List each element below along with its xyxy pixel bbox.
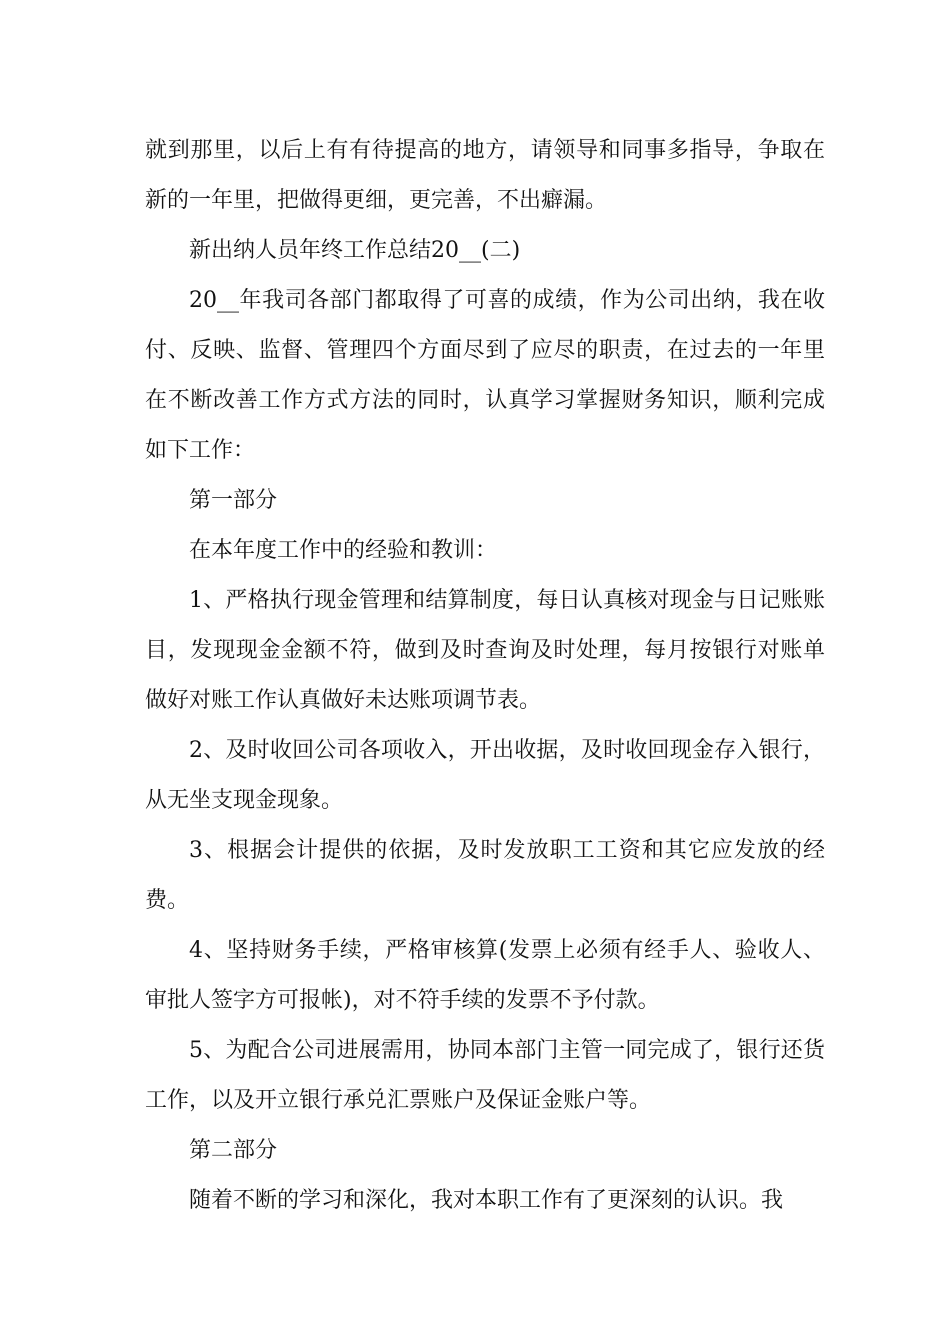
paragraph-experience: 在本年度工作中的经验和教训： — [189, 538, 498, 563]
paragraph-continuation: 就到那里，以后上有有待提高的地方，请领导和同事多指导，争取在新的一年里，把做得更细，更完善，不出癖漏。 — [145, 138, 825, 213]
document-body — [145, 126, 825, 1226]
list-item-1: 1、严格执行现金管理和结算制度，每日认真核对现金与日记账账目，发现现金金额不符，做到及时查询及时处理，每月按银行对账单做好对账工作认真做好未达账项调节表。 — [145, 588, 825, 713]
list-item-4: 4、坚持财务手续，严格审核算(发票上必须有经手人、验收人、审批人签字方可报帐)，对不符手续的发票不予付款。 — [145, 938, 825, 1013]
list-item-2: 2、及时收回公司各项收入，开出收据，及时收回现金存入银行，从无坐支现金现象。 — [145, 738, 825, 813]
list-item-5: 5、为配合公司进展需用，协同本部门主管一同完成了，银行还货工作，以及开立银行承兑汇票账户及保证金账户等。 — [145, 1038, 825, 1113]
part-two-heading: 第二部分 — [189, 1138, 278, 1163]
paragraph-final: 随着不断的学习和深化，我对本职工作有了更深刻的认识。我 — [189, 1188, 784, 1213]
paragraph-intro: 20__年我司各部门都取得了可喜的成绩，作为公司出纳，我在收付、反映、监督、管理四个方面尽到了应尽的职责，在过去的一年里在不断改善工作方式方法的同时，认真学习掌握财务知识，顺利完成如下工作： — [145, 288, 825, 463]
list-item-3: 3、根据会计提供的依据，及时发放职工工资和其它应发放的经费。 — [145, 838, 825, 913]
section-title: 新出纳人员年终工作总结20__(二) — [189, 238, 521, 263]
part-one-heading: 第一部分 — [189, 488, 278, 513]
